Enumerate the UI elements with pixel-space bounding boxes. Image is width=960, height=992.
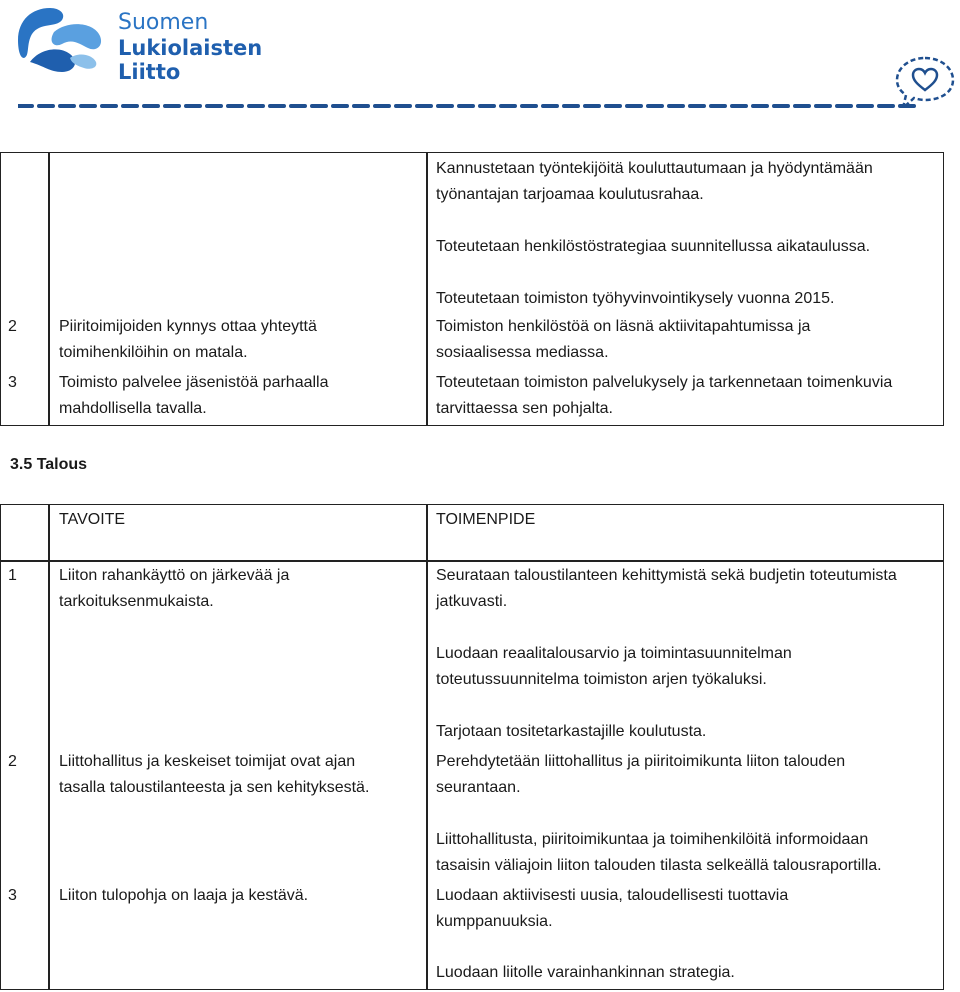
action-text: jatkuvasti. bbox=[436, 593, 508, 610]
goal-text: Piiritoimijoiden kynnys ottaa yhteyttä bbox=[59, 318, 317, 335]
goal-text: Toimisto palvelee jäsenistöä parhaalla bbox=[59, 374, 329, 391]
row-number: 2 bbox=[8, 753, 17, 770]
goal-text: tarkoituksenmukaista. bbox=[59, 593, 214, 610]
table1-col-divider-1 bbox=[48, 152, 50, 426]
action-text: sosiaalisessa mediassa. bbox=[436, 344, 609, 361]
goal-text: toimihenkilöihin on matala. bbox=[59, 344, 248, 361]
column-header-action: TOIMENPIDE bbox=[436, 511, 536, 528]
heart-speech-bubble-icon bbox=[895, 52, 957, 112]
row-number: 2 bbox=[8, 318, 17, 335]
goal-text: Liiton rahankäyttö on järkevää ja bbox=[59, 567, 290, 584]
action-text: seurantaan. bbox=[436, 779, 521, 796]
action-text: Tarjotaan tositetarkastajille koulutusta. bbox=[436, 723, 707, 740]
logo-text-line2: Lukiolaisten Liitto bbox=[118, 36, 263, 84]
action-text: tarvittaessa sen pohjalta. bbox=[436, 400, 613, 417]
action-text: Luodaan aktiivisesti uusia, taloudellisesti tuottavia bbox=[436, 887, 789, 904]
action-text: toteutussuunnitelma toimiston arjen työkaluksi. bbox=[436, 671, 767, 688]
action-text: Toteutetaan toimiston palvelukysely ja tarkennetaan toimenkuvia bbox=[436, 374, 893, 391]
goal-text: Liittohallitus ja keskeiset toimijat ovat ajan bbox=[59, 753, 356, 770]
section-title: 3.5 Talous bbox=[10, 456, 88, 473]
action-text: tasaisin väliajoin liiton talouden tilasta selkeällä talousraportilla. bbox=[436, 857, 882, 874]
sll-logo-icon bbox=[10, 0, 110, 78]
action-text: Kannustetaan työntekijöitä kouluttautumaan ja hyödyntämään bbox=[436, 160, 873, 177]
action-text: työnantajan tarjoamaa koulutusrahaa. bbox=[436, 186, 704, 203]
action-text: Luodaan liitolle varainhankinnan strategia. bbox=[436, 964, 735, 981]
table1-col-divider-2 bbox=[426, 152, 428, 426]
column-header-goal: TAVOITE bbox=[59, 511, 126, 528]
action-text: Toteutetaan toimiston työhyvinvointikysely vuonna 2015. bbox=[436, 290, 835, 307]
table2-header-divider bbox=[0, 560, 944, 562]
action-text: Toimiston henkilöstöä on läsnä aktiivitapahtumissa ja bbox=[436, 318, 811, 335]
goal-text: mahdollisella tavalla. bbox=[59, 400, 207, 417]
goal-text: tasalla taloustilanteesta ja sen kehityksestä. bbox=[59, 779, 370, 796]
table2-col-divider-2 bbox=[426, 504, 428, 990]
row-number: 3 bbox=[8, 887, 17, 904]
action-text: Toteutetaan henkilöstöstrategiaa suunnitellussa aikataulussa. bbox=[436, 238, 871, 255]
goal-text: Liiton tulopohja on laaja ja kestävä. bbox=[59, 887, 309, 904]
action-text: Seurataan taloustilanteen kehittymistä sekä budjetin toteutumista bbox=[436, 567, 897, 584]
row-number: 3 bbox=[8, 374, 17, 391]
page-header bbox=[0, 0, 960, 130]
table2-col-divider-1 bbox=[48, 504, 50, 990]
logo-text-line1: Suomen bbox=[118, 10, 209, 35]
row-number: 1 bbox=[8, 567, 17, 584]
decorative-dashed-line bbox=[18, 100, 918, 112]
organization-logo bbox=[10, 0, 300, 84]
action-text: Liittohallitusta, piiritoimikuntaa ja toimihenkilöitä informoidaan bbox=[436, 831, 869, 848]
action-text: Perehdytetään liittohallitus ja piiritoimikunta liiton talouden bbox=[436, 753, 846, 770]
action-text: Luodaan reaalitalousarvio ja toimintasuunnitelman bbox=[436, 645, 792, 662]
action-text: kumppanuuksia. bbox=[436, 913, 553, 930]
